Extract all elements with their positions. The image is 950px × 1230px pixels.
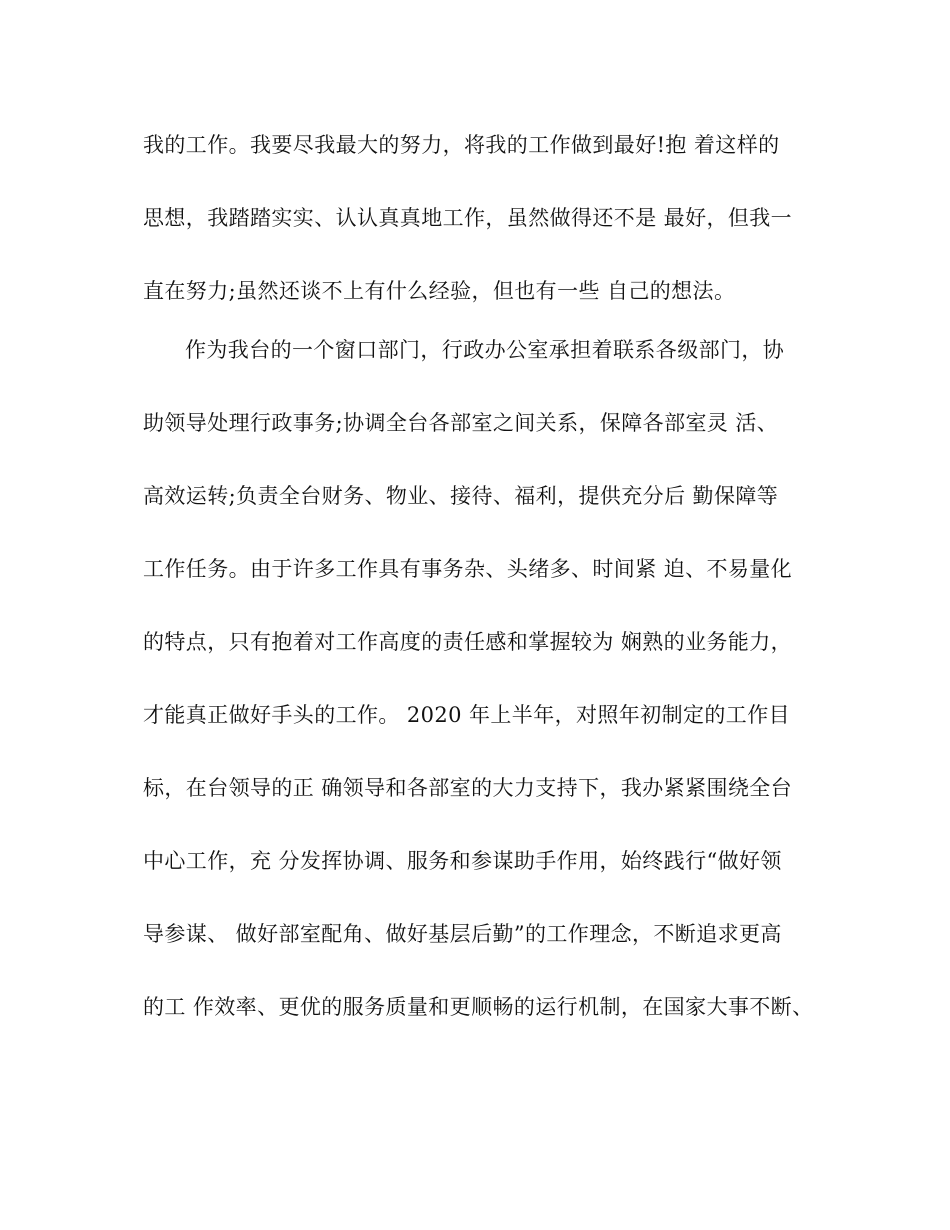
text-line: 导参谋、 做好部室配角、做好基层后勤”的工作理念，不断追求更高 <box>143 922 782 946</box>
paragraph-first-line: 作为我台的一个窗口部门，行政办公室承担着联系各级部门，协 <box>185 338 785 362</box>
text-line: 的工 作效率、更优的服务质量和更顺畅的运行机制，在国家大事不断、 <box>143 995 814 1019</box>
text-line: 标，在台领导的正 确领导和各部室的大力支持下，我办紧紧围绕全台 <box>143 776 793 800</box>
text-line: 高效运转;负责全台财务、物业、接待、福利，提供充分后 勤保障等 <box>143 484 779 508</box>
text-line: 工作任务。由于许多工作具有事务杂、头绪多、时间紧 迫、不易量化 <box>143 557 793 581</box>
text-line: 助领导处理行政事务;协调全台各部室之间关系，保障各部室灵 活、 <box>143 411 779 435</box>
text-line: 直在努力;虽然还谈不上有什么经验，但也有一些 自己的想法。 <box>143 279 736 303</box>
text-line: 思想，我踏踏实实、认认真真地工作，虽然做得还不是 最好，但我一 <box>143 206 793 230</box>
text-line: 我的工作。我要尽我最大的努力，将我的工作做到最好!抱 着这样的 <box>143 133 780 157</box>
text-line: 的特点，只有抱着对工作高度的责任感和掌握较为 娴熟的业务能力， <box>143 630 793 654</box>
text-line: 中心工作，充 分发挥协调、服务和参谋助手作用，始终践行“做好领 <box>143 849 782 873</box>
text-line: 才能真正做好手头的工作。 2020 年上半年，对照年初制定的工作目 <box>143 703 790 727</box>
